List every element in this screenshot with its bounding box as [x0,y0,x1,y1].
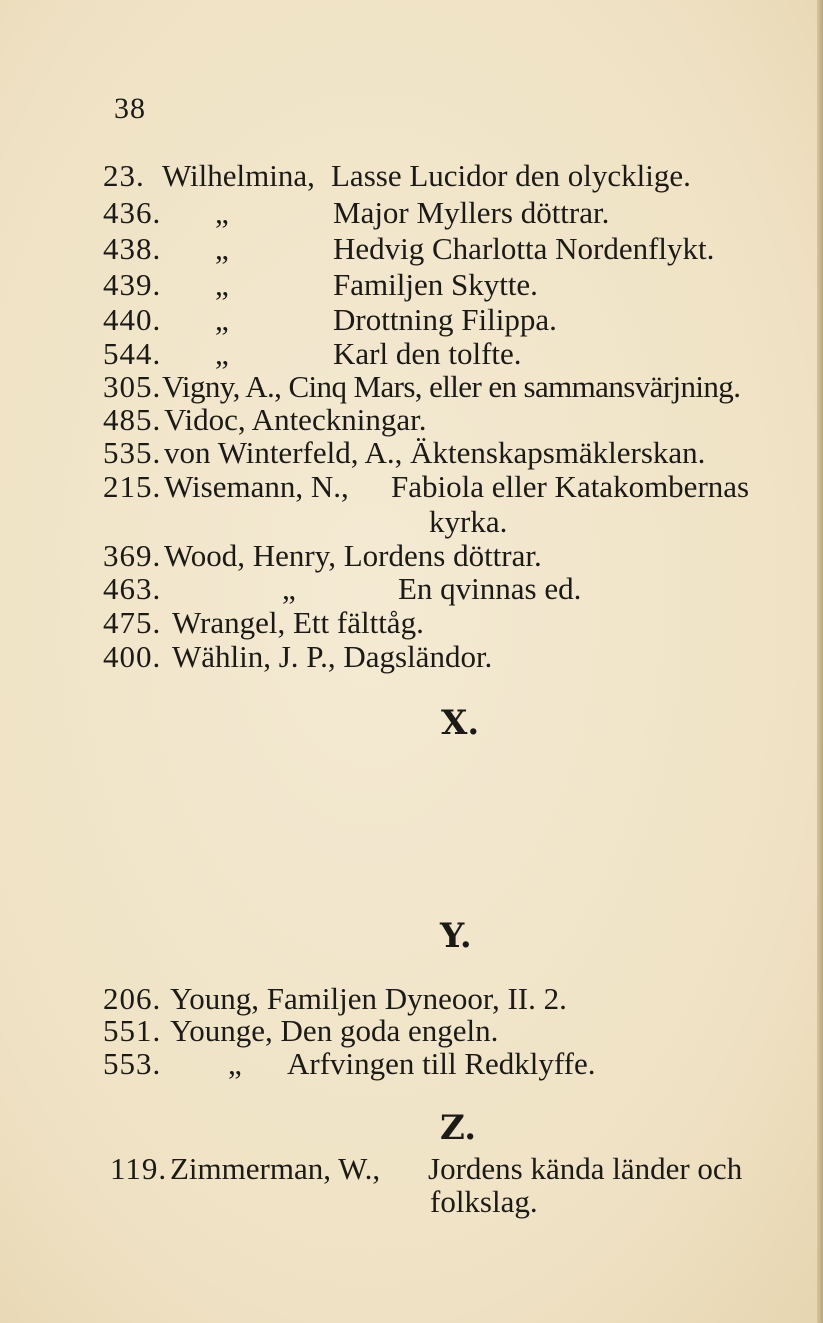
entry-number: 553. [103,1046,162,1081]
ditto-mark: „ [215,231,229,266]
entry-number: 551. [103,1013,162,1048]
page-number: 38 [114,92,146,125]
entry-text: von Winterfeld, A., Äktenskapsmäklerskan. [164,435,706,470]
entry-number: 439. [103,267,162,302]
entry-text: Wood, Henry, Lordens döttrar. [164,538,542,573]
entry-author: Wilhelmina, [162,158,315,193]
entry-title: Arfvingen till Redklyffe. [287,1046,596,1081]
entry-number: 400. [103,639,162,674]
ditto-mark: „ [215,267,229,302]
entry-author: Zimmerman, W., [170,1151,381,1186]
entry-title-continued: kyrka. [429,504,508,539]
entry-title: Jordens kända länder och [428,1151,743,1186]
entry-title: Major Myllers döttrar. [333,195,610,230]
entry-number: 369. [103,538,162,573]
entry-title: Karl den tolfte. [333,336,522,371]
entry-number: 206. [103,981,162,1016]
entry-title: En qvinnas ed. [398,571,582,606]
entry-number: 119. [110,1151,168,1186]
entry-text: Wählin, J. P., Dagsländor. [172,639,493,674]
entry-number: 463. [103,571,162,606]
entry-number: 535. [103,435,162,470]
page-edge [817,0,823,1323]
entry-number: 438. [103,231,162,266]
entry-title: Hedvig Charlotta Nordenflykt. [333,231,715,266]
entry-text: Young, Familjen Dyneoor, II. 2. [170,981,567,1016]
entry-number: 475. [103,605,162,640]
entry-author: Wisemann, N., [164,469,349,504]
ditto-mark: „ [228,1046,242,1081]
entry-text: Wrangel, Ett fälttåg. [172,605,424,640]
section-heading-y: Y. [440,916,472,956]
ditto-mark: „ [282,571,296,606]
entry-number: 440. [103,302,162,337]
entry-number: 305. [103,369,162,404]
entry-number: 23. [103,158,145,193]
entry-text: Younge, Den goda engeln. [170,1013,499,1048]
entry-number: 436. [103,195,162,230]
ditto-mark: „ [215,195,229,230]
entry-text: Vidoc, Anteckningar. [164,402,427,437]
entry-number: 485. [103,402,162,437]
entry-title: Lasse Lucidor den olycklige. [331,158,691,193]
entry-title: Fabiola eller Katakombernas [391,469,750,504]
entry-title: Drottning Filippa. [333,302,557,337]
entry-number: 215. [103,469,162,504]
entry-number: 544. [103,336,162,371]
ditto-mark: „ [215,336,229,371]
section-heading-z: Z. [440,1108,477,1148]
entry-title: Familjen Skytte. [333,267,538,302]
ditto-mark: „ [215,302,229,337]
section-heading-x: X. [441,703,480,743]
entry-title-continued: folkslag. [430,1184,538,1219]
entry-text: Vigny, A., Cinq Mars, eller en sammansvärjning. [162,369,741,404]
